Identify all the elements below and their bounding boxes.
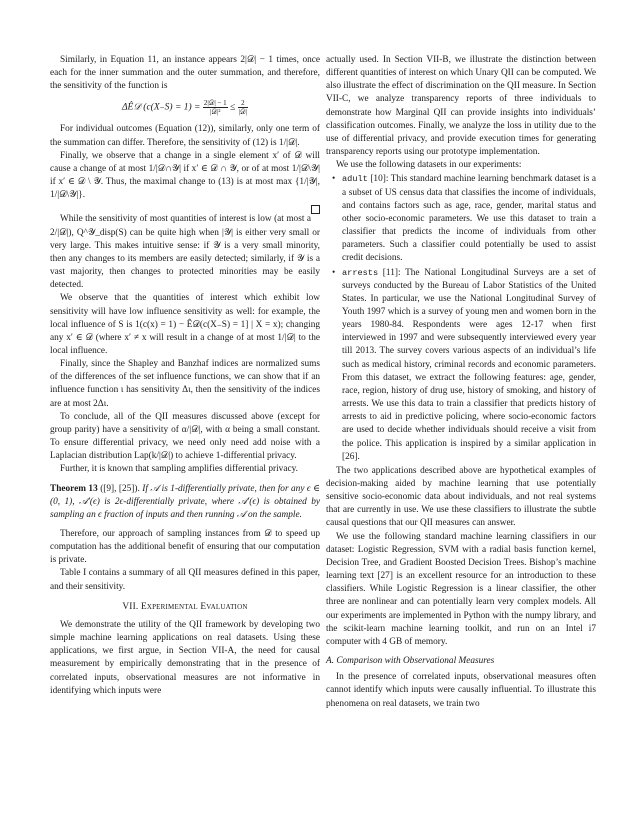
- paragraph: Therefore, our approach of sampling instances from 𝒟 to speed up computation has the additional benefit of ensuring that our computation is private.: [50, 529, 320, 566]
- theorem-13: [50, 483, 320, 522]
- fraction-denominator: |𝒟|²: [210, 108, 221, 117]
- fraction-denominator: |𝒟|: [238, 108, 248, 117]
- left-column: [50, 54, 320, 698]
- paragraph: For individual outcomes (Equation (12)), similarly, only one term of the summation can differ. Therefore, the sensitivity of (12) is 1/|𝒟|.: [50, 124, 320, 148]
- paragraph: Finally, since the Shapley and Banzhaf indices are normalized sums of the differences of the set influence functions, we can show that if an influence function ι has sensitivity Δι, then the sensitivity of the indices are at most 2Δι.: [50, 359, 320, 409]
- theorem-body: If 𝒜 is 1-differentially private, then for any ϵ ∈ (0, 1), 𝒜′(ϵ) is 2ϵ-differentially private, where 𝒜′(ϵ) is obtained by sampling an ϵ fraction of inputs and then running 𝒜 on the sample.: [50, 483, 320, 520]
- paragraph: Further, it is known that sampling amplifies differential privacy.: [60, 464, 298, 475]
- subsection-heading: A. Comparison with Observational Measures: [326, 656, 495, 667]
- paragraph: We demonstrate the utility of the QII framework by developing two simple machine learning applications on real datasets. Using these applications, we first argue, in Section VII-A, the need for causal measurement by empirically demonstrating that in the presence of correlated inputs, observational measures are not informative in identifying which inputs were: [50, 619, 320, 696]
- section-heading: VII. Experimental Evaluation: [122, 601, 248, 612]
- list-item: [342, 173, 596, 265]
- paragraph: We observe that the quantities of interest which exhibit low sensitivity will have low influence sensitivity as well: for example, the local influence of S is 1(c(x) = 1) − Ê𝒟(c(X₋S) = 1] | X = x); changing any x′ ∈ 𝒟 (where x′ ≠ x will result in a change of at most 1/|𝒟| to the local influence.: [50, 293, 320, 356]
- proof-end-marker: [50, 202, 320, 213]
- qed-box-icon: [311, 205, 320, 214]
- fraction-numerator: 2|𝒟| − 1: [203, 99, 227, 108]
- dataset-name: arrests: [342, 267, 379, 278]
- paragraph: While the sensitivity of most quantities of interest is low (at most a 2/|𝒟|), Q^𝒴_disp(S) can be quite high when |𝒴| is either very small or very large. This makes intuitive sense: if 𝒴 is a very small minority, then any changes to its members are easily detected; similarly, if 𝒴 is a vast majority, then changes to protected minorities may be easily detected.: [50, 214, 320, 291]
- paragraph: We use the following datasets in our experiments:: [336, 160, 522, 171]
- equation-lhs: ΔÊ𝒟 (c(X₋S) = 1) =: [121, 103, 201, 114]
- dataset-list: [326, 173, 596, 463]
- dataset-description: [10]: This standard machine learning benchmark dataset is a a subset of US census data that classifies the income of individuals, and contains factors such as age, race, gender, marital status and other socio-economic parameters. We use this dataset to train a classifier that predicts the income of individuals from other parameters. Such a classifier could potentially be used to assist credit decisions.: [342, 174, 596, 264]
- dataset-description: [11]: The National Longitudinal Surveys are a set of surveys conducted by the Bureau of Labor Statistics of the United States. In particular, we use the National Longitudinal Survey of Youth 1997 which is a survey of young men and women born in the years 1980-84. Respondents were ages 12-17 when first interviewed in 1997 and were subsequently interviewed every year till 2013. The survey covers various aspects of an individual’s life such as medical history, criminal records and economic parameters. From this dataset, we extract the following features: age, gender, race, region, history of drug use, history of smoking, and history of arrests. We use this data to train a classifier that predicts history of arrests to aid in predictive policing, where socio-economic factors are used to decide whether individuals should receive a visit from the police. This application is inspired by a similar application in [26].: [342, 267, 596, 462]
- paragraph: To conclude, all of the QII measures discussed above (except for group parity) have a sensitivity of α/|𝒟|, with α being a small constant. To ensure differential privacy, we need only need add noise with a Laplacian distribution Lap(k/|𝒟|) to achieve 1-differential privacy.: [50, 411, 320, 462]
- paragraph: We use the following standard machine learning classifiers in our dataset: Logistic Regression, SVM with a radial basis function kernel, Decision Tree, and Gradient Boosted Decision Trees. Bishop’s machine learning text [27] is an excellent resource for an introduction to these classifiers. While Logistic Regression is a linear classifier, the other three are nonlinear and can potentially learn very complex models. All our experiments are implemented in Python with the numpy library, and the scikit-learn machine learning toolkit, and run on an Intel i7 computer with 4 GB of memory.: [326, 531, 596, 647]
- equation-relation: ≤: [230, 103, 236, 114]
- paragraph: actually used. In Section VII-B, we illustrate the distinction between different quantities of interest on which Unary QII can be computed. We also illustrate the effect of discrimination on the QII measure. In Section VII-C, we analyze transparency reports of three individuals to demonstrate how Marginal QII can provide insights into individuals’ classification outcomes. Finally, we analyze the loss in utility due to the use of differential privacy, and provide execution times for generating transparency reports using our prototype implementation.: [326, 55, 596, 158]
- paragraph: Finally, we observe that a change in a single element x′ of 𝒟 will cause a change of at most 1/|𝒟∩𝒴| if x′ ∈ 𝒟 ∩ 𝒴, or of at most 1/|𝒟\𝒴| if x′ ∈ 𝒟 \ 𝒴. Thus, the maximal change to (13) is at most max {1/|𝒴|, 1/|𝒟\𝒴|}.: [50, 150, 320, 201]
- list-item: [342, 267, 596, 464]
- dataset-name: adult: [342, 174, 368, 185]
- paragraph: In the presence of correlated inputs, observational measures often cannot identify which inputs were causally influential. To illustrate this phenomena on real datasets, we train two: [326, 672, 596, 709]
- right-column: [326, 54, 596, 711]
- theorem-citation: ([9], [25]).: [100, 483, 140, 494]
- equation-fraction-2: [238, 99, 248, 116]
- paragraph: Table I contains a summary of all QII measures defined in this paper, and their sensitivity.: [50, 568, 320, 592]
- equation-fraction: [203, 99, 228, 116]
- paragraph: Similarly, in Equation 11, an instance appears 2|𝒟| − 1 times, once each for the inner summation and the outer summation, and therefore, the sensitivity of the function is: [50, 55, 320, 92]
- fraction-numerator: 2: [238, 99, 248, 108]
- theorem-label: Theorem 13: [50, 483, 98, 494]
- paragraph: The two applications described above are hypothetical examples of decision-making aided by machine learning that use potentially sensitive socio-economic data about individuals, and not real systems that are currently in use. We use these classifiers to illustrate the subtle causal questions that our QII measures can answer.: [326, 465, 596, 529]
- equation-sensitivity: [50, 99, 320, 116]
